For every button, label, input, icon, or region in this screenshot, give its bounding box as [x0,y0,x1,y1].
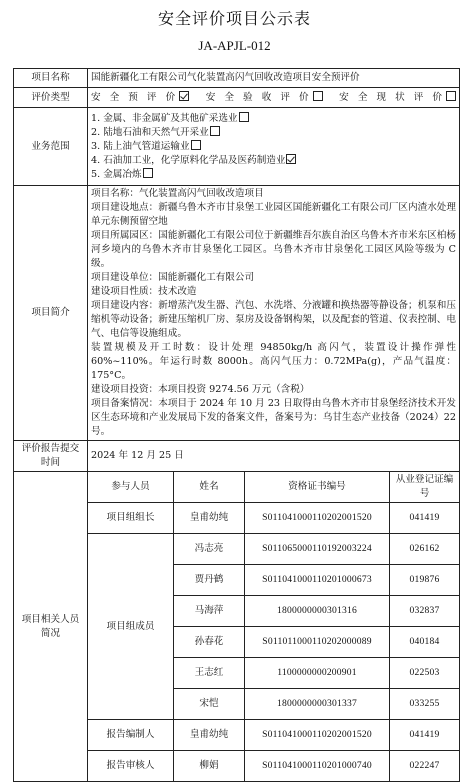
personnel-cert-number: S011041000110201000673 [245,565,390,596]
checkbox-icon [313,91,323,101]
business-scope-item-text: 4. 石油加工业，化学原料化学品及医药制造业 [91,154,286,166]
personnel-reg-number: 040184 [390,627,460,658]
personnel-name: 宋恺 [174,689,245,720]
personnel-reg-number: 032837 [390,596,460,627]
business-scope-item [91,168,456,182]
personnel-name: 贾丹鹤 [174,565,245,596]
business-scope-item-text: 1. 金属、非金属矿及其他矿采选业 [91,112,238,124]
personnel-name: 孙春花 [174,627,245,658]
header-role: 参与人员 [88,472,174,503]
checked-box-icon [179,91,189,101]
personnel-role: 项目组组长 [88,503,174,534]
personnel-name: 皇甫幼纯 [174,720,245,751]
eval-type-row [14,88,460,108]
business-scope-item [91,112,456,126]
personnel-name: 马海萍 [174,596,245,627]
business-scope-item-text: 5. 金属冶炼 [91,168,142,180]
personnel-cert-number: 1800000000301316 [245,596,390,627]
business-scope-item-text: 2. 陆地石油和天然气开采业 [91,126,209,138]
intro-paragraph: 项目备案情况：本项目于 2024 年 10 月 23 日取得由乌鲁木齐市甘泉堡经济技术开发区生态环境和产业发展局下发的备案文件，备案号为：乌甘生态产业技备（2024）22 号。 [91,398,456,437]
personnel-reg-number: 019876 [390,565,460,596]
personnel-name: 冯志亮 [174,534,245,565]
personnel-reg-number: 033255 [390,689,460,720]
personnel-cert-number: S011041000110202001520 [245,503,390,534]
eval-type-options [91,91,456,105]
business-scope-item [91,126,456,140]
intro-paragraph: 建设项目性质：技术改造 [91,286,197,297]
business-scope-label: 业务范围 [14,108,88,186]
personnel-cert-number: 1800000000301337 [245,689,390,720]
personnel-reg-number: 022247 [390,751,460,782]
intro-paragraph: 项目建设单位：国能新疆化工有限公司 [91,272,255,283]
eval-type-option-label: 安 全 现 状 评 价 [339,91,445,103]
eval-type-cell [88,88,460,108]
personnel-reg-number: 026162 [390,534,460,565]
checkbox-icon [143,168,153,178]
checked-box-icon [286,154,296,164]
header-name: 姓名 [174,472,245,503]
intro-content [88,186,460,441]
intro-paragraph: 项目建设内容：新增蒸汽发生器、汽包、水洗塔、分液罐和换热器等静设备；机泵和压缩机等动设备；新建压缩机厂房、泵房及设备钢构架，以及配套的管道、仪表控制、电气、电信等设施组成。 [91,300,456,339]
personnel-reg-number: 041419 [390,720,460,751]
report-date-value: 2024 年 12 月 25 日 [88,441,460,472]
intro-paragraph: 装置规模及开工时数：设计处理 94850kg/h 高闪气，装置设计操作弹性 60%~110%。年运行时数 8000h。高闪气压力：0.72MPa(g)，产品气温度：175°C。 [91,342,456,381]
intro-paragraph: 建设项目投资：本项目投资 9274.56 万元（含税） [91,384,310,395]
eval-type-option [91,91,189,105]
document-title: 安全评价项目公示表 [157,9,311,28]
intro-paragraph: 项目建设地点：新疆乌鲁木齐市甘泉堡工业园区国能新疆化工有限公司厂区内渣水处理单元东侧预留空地 [91,202,456,227]
report-date-row [14,441,460,472]
business-scope-row [14,108,460,186]
business-scope-item [91,140,456,154]
personnel-label: 项目相关人员简况 [14,472,88,782]
business-scope-item-text: 3. 陆上油气管道运输业 [91,140,190,152]
business-scope-list [88,108,460,186]
eval-type-option [339,91,456,105]
eval-type-option-label: 安 全 预 评 价 [91,91,179,103]
personnel-role: 报告审核人 [88,751,174,782]
business-scope-item [91,154,456,168]
personnel-reg-number: 022503 [390,658,460,689]
personnel-role: 报告编制人 [88,720,174,751]
personnel-cert-number: S011065000110192003224 [245,534,390,565]
personnel-cert-number: S011011000110202000089 [245,627,390,658]
checkbox-icon [446,91,456,101]
header-cert: 资格证书编号 [245,472,390,503]
personnel-cert-number: S011041000110202001520 [245,720,390,751]
intro-row [14,186,460,441]
header-reg: 从业登记证编号 [390,472,460,503]
checkbox-icon [210,126,220,136]
checkbox-icon [191,140,201,150]
intro-paragraph: 项目名称：气化装置高闪气回收改造项目 [91,188,264,199]
personnel-name: 皇甫幼纯 [174,503,245,534]
intro-label: 项目简介 [14,186,88,441]
report-date-label: 评价报告提交时间 [14,441,88,472]
document-code: JA-APJL-012 [198,38,271,53]
eval-type-option-label: 安 全 验 收 评 价 [205,91,312,103]
eval-type-option [206,91,323,105]
project-name-row [14,69,460,88]
checkbox-icon [239,112,249,122]
personnel-name: 王志红 [174,658,245,689]
personnel-role: 项目组成员 [88,534,174,720]
personnel-cert-number: S011041000110201000740 [245,751,390,782]
personnel-header-row [14,472,460,503]
intro-paragraph: 项目所属园区：国能新疆化工有限公司位于新疆维吾尔族自治区乌鲁木齐市米东区柏杨河乡境内的乌鲁木齐市甘泉堡化工园区。乌鲁木齐市甘泉堡化工园区风险等级为 C 级。 [91,230,456,269]
personnel-cert-number: 1100000000200901 [245,658,390,689]
personnel-name: 柳娟 [174,751,245,782]
personnel-reg-number: 041419 [390,503,460,534]
project-name-label: 项目名称 [14,69,88,88]
publicity-table [13,68,460,782]
project-name-value: 国能新疆化工有限公司气化装置高闪气回收改造项目安全预评价 [88,69,460,88]
eval-type-label: 评价类型 [14,88,88,108]
